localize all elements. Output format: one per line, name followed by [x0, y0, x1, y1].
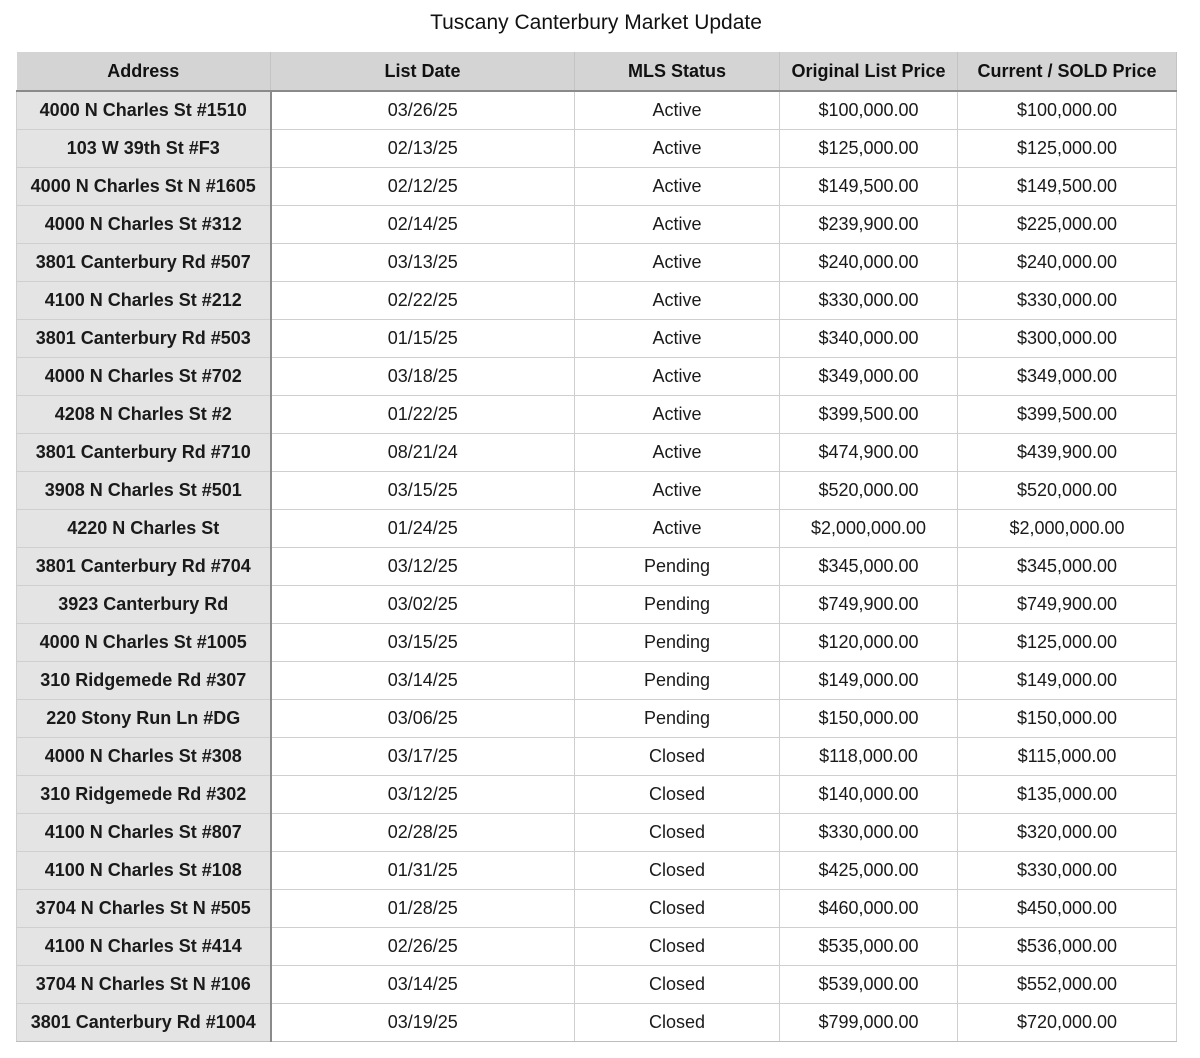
mls-status-cell: Closed — [575, 776, 780, 814]
original-list-price-cell: $100,000.00 — [780, 91, 958, 130]
current-sold-price-cell: $135,000.00 — [958, 776, 1177, 814]
table-row — [17, 396, 1177, 434]
list-date-cell: 03/17/25 — [271, 738, 575, 776]
original-list-price-cell: $399,500.00 — [780, 396, 958, 434]
table-header-row — [17, 52, 1177, 91]
table-row — [17, 662, 1177, 700]
current-sold-price-cell: $450,000.00 — [958, 890, 1177, 928]
original-list-price-cell: $2,000,000.00 — [780, 510, 958, 548]
mls-status-cell: Active — [575, 168, 780, 206]
list-date-cell: 01/15/25 — [271, 320, 575, 358]
original-list-price-cell: $149,000.00 — [780, 662, 958, 700]
original-list-price-cell: $425,000.00 — [780, 852, 958, 890]
address-cell: 103 W 39th St #F3 — [17, 130, 271, 168]
current-sold-price-cell: $349,000.00 — [958, 358, 1177, 396]
address-cell: 3801 Canterbury Rd #710 — [17, 434, 271, 472]
table-row — [17, 624, 1177, 662]
mls-status-cell: Closed — [575, 814, 780, 852]
list-date-cell: 02/26/25 — [271, 928, 575, 966]
mls-status-cell: Active — [575, 244, 780, 282]
address-cell: 3801 Canterbury Rd #507 — [17, 244, 271, 282]
current-sold-price-cell: $100,000.00 — [958, 91, 1177, 130]
current-sold-price-cell: $439,900.00 — [958, 434, 1177, 472]
original-list-price-cell: $330,000.00 — [780, 814, 958, 852]
table-body — [17, 91, 1177, 1042]
address-cell: 220 Stony Run Ln #DG — [17, 700, 271, 738]
list-date-cell: 03/06/25 — [271, 700, 575, 738]
address-cell: 3801 Canterbury Rd #704 — [17, 548, 271, 586]
address-cell: 4000 N Charles St #312 — [17, 206, 271, 244]
address-cell: 3704 N Charles St N #106 — [17, 966, 271, 1004]
table-row — [17, 586, 1177, 624]
table-row — [17, 776, 1177, 814]
address-cell: 4100 N Charles St #108 — [17, 852, 271, 890]
original-list-price-cell: $539,000.00 — [780, 966, 958, 1004]
table-row — [17, 168, 1177, 206]
list-date-cell: 02/14/25 — [271, 206, 575, 244]
table-row — [17, 700, 1177, 738]
table-row — [17, 91, 1177, 130]
mls-status-cell: Active — [575, 282, 780, 320]
current-sold-price-cell: $345,000.00 — [958, 548, 1177, 586]
current-sold-price-cell: $149,000.00 — [958, 662, 1177, 700]
table-row — [17, 928, 1177, 966]
list-date-cell: 03/15/25 — [271, 472, 575, 510]
current-sold-price-cell: $125,000.00 — [958, 624, 1177, 662]
list-date-cell: 03/15/25 — [271, 624, 575, 662]
table-row — [17, 206, 1177, 244]
current-sold-price-cell: $150,000.00 — [958, 700, 1177, 738]
original-list-price-cell: $749,900.00 — [780, 586, 958, 624]
table-row — [17, 282, 1177, 320]
address-cell: 4000 N Charles St #308 — [17, 738, 271, 776]
current-sold-price-cell: $225,000.00 — [958, 206, 1177, 244]
current-sold-price-cell: $300,000.00 — [958, 320, 1177, 358]
address-cell: 3923 Canterbury Rd — [17, 586, 271, 624]
mls-status-cell: Active — [575, 206, 780, 244]
mls-status-cell: Active — [575, 320, 780, 358]
mls-status-cell: Active — [575, 472, 780, 510]
current-sold-price-cell: $330,000.00 — [958, 852, 1177, 890]
list-date-cell: 03/12/25 — [271, 776, 575, 814]
address-cell: 3704 N Charles St N #505 — [17, 890, 271, 928]
current-sold-price-cell: $125,000.00 — [958, 130, 1177, 168]
address-cell: 310 Ridgemede Rd #302 — [17, 776, 271, 814]
mls-status-cell: Active — [575, 510, 780, 548]
current-sold-price-cell: $520,000.00 — [958, 472, 1177, 510]
original-list-price-cell: $349,000.00 — [780, 358, 958, 396]
current-sold-price-cell: $149,500.00 — [958, 168, 1177, 206]
column-header-current-sold-price: Current / SOLD Price — [958, 52, 1177, 91]
table-row — [17, 358, 1177, 396]
mls-status-cell: Pending — [575, 624, 780, 662]
current-sold-price-cell: $320,000.00 — [958, 814, 1177, 852]
mls-status-cell: Active — [575, 130, 780, 168]
list-date-cell: 03/19/25 — [271, 1004, 575, 1042]
original-list-price-cell: $460,000.00 — [780, 890, 958, 928]
address-cell: 310 Ridgemede Rd #307 — [17, 662, 271, 700]
list-date-cell: 02/28/25 — [271, 814, 575, 852]
list-date-cell: 03/12/25 — [271, 548, 575, 586]
list-date-cell: 01/31/25 — [271, 852, 575, 890]
mls-status-cell: Closed — [575, 1004, 780, 1042]
table-row — [17, 434, 1177, 472]
table-row — [17, 472, 1177, 510]
list-date-cell: 03/14/25 — [271, 966, 575, 1004]
original-list-price-cell: $140,000.00 — [780, 776, 958, 814]
current-sold-price-cell: $115,000.00 — [958, 738, 1177, 776]
list-date-cell: 02/22/25 — [271, 282, 575, 320]
table-row — [17, 890, 1177, 928]
current-sold-price-cell: $720,000.00 — [958, 1004, 1177, 1042]
address-cell: 3801 Canterbury Rd #503 — [17, 320, 271, 358]
address-cell: 4000 N Charles St #1510 — [17, 91, 271, 130]
mls-status-cell: Pending — [575, 662, 780, 700]
mls-status-cell: Active — [575, 358, 780, 396]
mls-status-cell: Closed — [575, 890, 780, 928]
mls-status-cell: Closed — [575, 852, 780, 890]
address-cell: 4000 N Charles St #702 — [17, 358, 271, 396]
original-list-price-cell: $125,000.00 — [780, 130, 958, 168]
column-header-mls-status: MLS Status — [575, 52, 780, 91]
original-list-price-cell: $474,900.00 — [780, 434, 958, 472]
column-header-original-list-price: Original List Price — [780, 52, 958, 91]
address-cell: 4100 N Charles St #212 — [17, 282, 271, 320]
market-table — [16, 52, 1177, 1042]
original-list-price-cell: $120,000.00 — [780, 624, 958, 662]
current-sold-price-cell: $240,000.00 — [958, 244, 1177, 282]
table-row — [17, 852, 1177, 890]
mls-status-cell: Pending — [575, 586, 780, 624]
column-header-list-date: List Date — [271, 52, 575, 91]
list-date-cell: 01/24/25 — [271, 510, 575, 548]
list-date-cell: 03/18/25 — [271, 358, 575, 396]
address-cell: 3801 Canterbury Rd #1004 — [17, 1004, 271, 1042]
address-cell: 3908 N Charles St #501 — [17, 472, 271, 510]
table-row — [17, 548, 1177, 586]
list-date-cell: 02/12/25 — [271, 168, 575, 206]
table-row — [17, 510, 1177, 548]
list-date-cell: 08/21/24 — [271, 434, 575, 472]
original-list-price-cell: $799,000.00 — [780, 1004, 958, 1042]
mls-status-cell: Closed — [575, 738, 780, 776]
table-row — [17, 814, 1177, 852]
original-list-price-cell: $330,000.00 — [780, 282, 958, 320]
original-list-price-cell: $520,000.00 — [780, 472, 958, 510]
mls-status-cell: Closed — [575, 966, 780, 1004]
mls-status-cell: Active — [575, 396, 780, 434]
address-cell: 4000 N Charles St N #1605 — [17, 168, 271, 206]
current-sold-price-cell: $552,000.00 — [958, 966, 1177, 1004]
list-date-cell: 02/13/25 — [271, 130, 575, 168]
original-list-price-cell: $150,000.00 — [780, 700, 958, 738]
list-date-cell: 01/22/25 — [271, 396, 575, 434]
address-cell: 4100 N Charles St #807 — [17, 814, 271, 852]
current-sold-price-cell: $330,000.00 — [958, 282, 1177, 320]
mls-status-cell: Pending — [575, 548, 780, 586]
list-date-cell: 03/02/25 — [271, 586, 575, 624]
original-list-price-cell: $239,900.00 — [780, 206, 958, 244]
original-list-price-cell: $118,000.00 — [780, 738, 958, 776]
table-row — [17, 966, 1177, 1004]
mls-status-cell: Active — [575, 91, 780, 130]
original-list-price-cell: $149,500.00 — [780, 168, 958, 206]
current-sold-price-cell: $536,000.00 — [958, 928, 1177, 966]
list-date-cell: 03/14/25 — [271, 662, 575, 700]
table-row — [17, 244, 1177, 282]
current-sold-price-cell: $2,000,000.00 — [958, 510, 1177, 548]
list-date-cell: 03/13/25 — [271, 244, 575, 282]
table-row — [17, 320, 1177, 358]
mls-status-cell: Pending — [575, 700, 780, 738]
original-list-price-cell: $535,000.00 — [780, 928, 958, 966]
current-sold-price-cell: $749,900.00 — [958, 586, 1177, 624]
column-header-address: Address — [17, 52, 271, 91]
table-row — [17, 738, 1177, 776]
address-cell: 4208 N Charles St #2 — [17, 396, 271, 434]
table-row — [17, 130, 1177, 168]
address-cell: 4220 N Charles St — [17, 510, 271, 548]
original-list-price-cell: $340,000.00 — [780, 320, 958, 358]
address-cell: 4000 N Charles St #1005 — [17, 624, 271, 662]
mls-status-cell: Active — [575, 434, 780, 472]
original-list-price-cell: $345,000.00 — [780, 548, 958, 586]
original-list-price-cell: $240,000.00 — [780, 244, 958, 282]
page-title: Tuscany Canterbury Market Update — [430, 11, 762, 34]
table-row — [17, 1004, 1177, 1042]
list-date-cell: 01/28/25 — [271, 890, 575, 928]
list-date-cell: 03/26/25 — [271, 91, 575, 130]
mls-status-cell: Closed — [575, 928, 780, 966]
address-cell: 4100 N Charles St #414 — [17, 928, 271, 966]
current-sold-price-cell: $399,500.00 — [958, 396, 1177, 434]
